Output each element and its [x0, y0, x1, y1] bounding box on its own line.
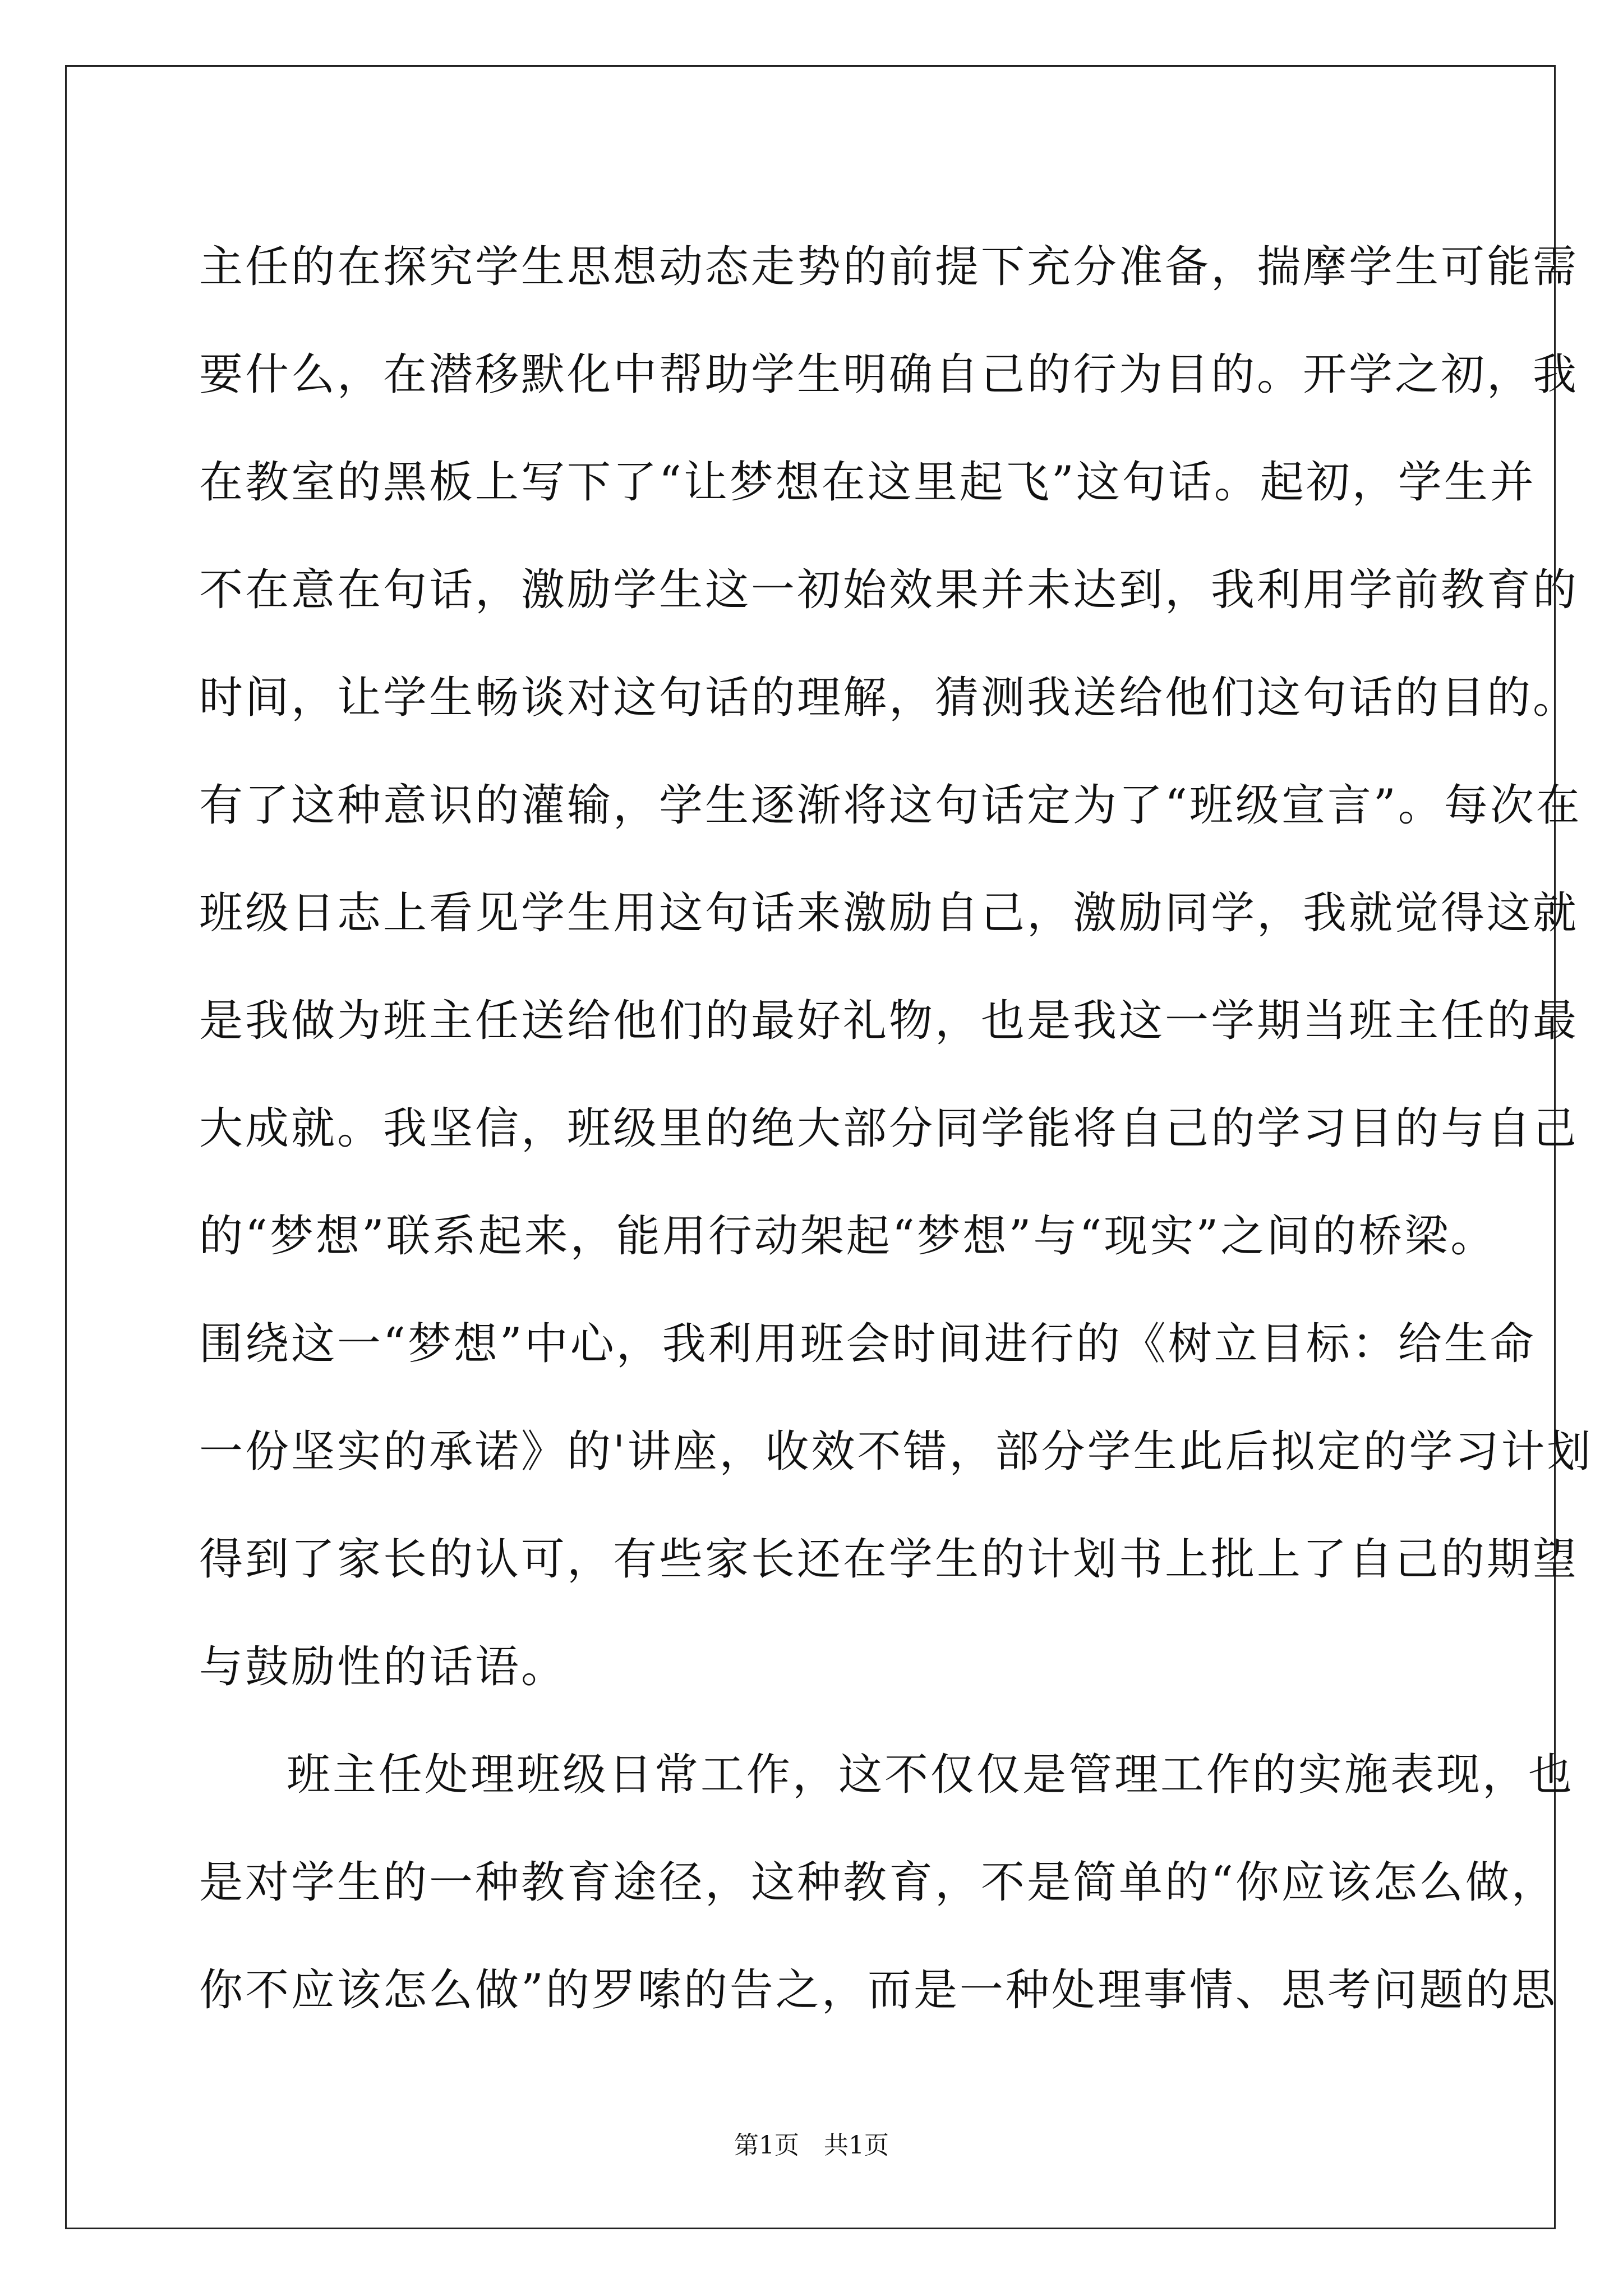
- body-line: 的“梦想”联系起来，能用行动架起“梦想”与“现实”之间的桥梁。: [199, 1211, 1497, 1262]
- body-line: 一份坚实的承诺》的'讲座，收效不错，部分学生此后拟定的学习计划: [199, 1427, 1593, 1477]
- body-line: 主任的在探究学生思想动态走势的前提下充分准备，揣摩学生可能需: [199, 242, 1579, 292]
- body-line: 班级日志上看见学生用这句话来激励自己，激励同学，我就觉得这就: [199, 888, 1579, 938]
- body-line: 有了这种意识的灌输，学生逐渐将这句话定为了“班级宣言”。每次在: [199, 780, 1582, 831]
- body-line: 是我做为班主任送给他们的最好礼物，也是我这一学期当班主任的最: [199, 996, 1579, 1046]
- body-line: 在教室的黑板上写下了“让梦想在这里起飞”这句话。起初，学生并: [199, 457, 1536, 508]
- body-line: 围绕这一“梦想”中心，我利用班会时间进行的《树立目标：给生命: [199, 1319, 1536, 1369]
- paragraph-start-line: 班主任处理班级日常工作，这不仅仅是管理工作的实施表现，也: [287, 1750, 1575, 1800]
- body-line: 要什么，在潜移默化中帮助学生明确自己的行为目的。开学之初，我: [199, 349, 1579, 400]
- page-footer: 第1页 共1页: [734, 2131, 889, 2160]
- body-line: 时间，让学生畅谈对这句话的理解，猜测我送给他们这句话的目的。: [199, 673, 1579, 723]
- body-line: 不在意在句话，激励学生这一初始效果并未达到，我利用学前教育的: [199, 565, 1579, 615]
- body-line: 是对学生的一种教育途径，这种教育，不是简单的“你应该怎么做，: [199, 1857, 1557, 1908]
- document-body: [199, 213, 1593, 2044]
- body-line: 与鼓励性的话语。: [199, 1642, 568, 1692]
- body-line: 你不应该怎么做”的罗嗦的告之，而是一种处理事情、思考问题的思: [199, 1965, 1557, 2016]
- body-line: 大成就。我坚信，班级里的绝大部分同学能将自己的学习目的与自己: [199, 1103, 1579, 1154]
- body-line: 得到了家长的认可，有些家长还在学生的计划书上批上了自己的期望: [199, 1534, 1579, 1585]
